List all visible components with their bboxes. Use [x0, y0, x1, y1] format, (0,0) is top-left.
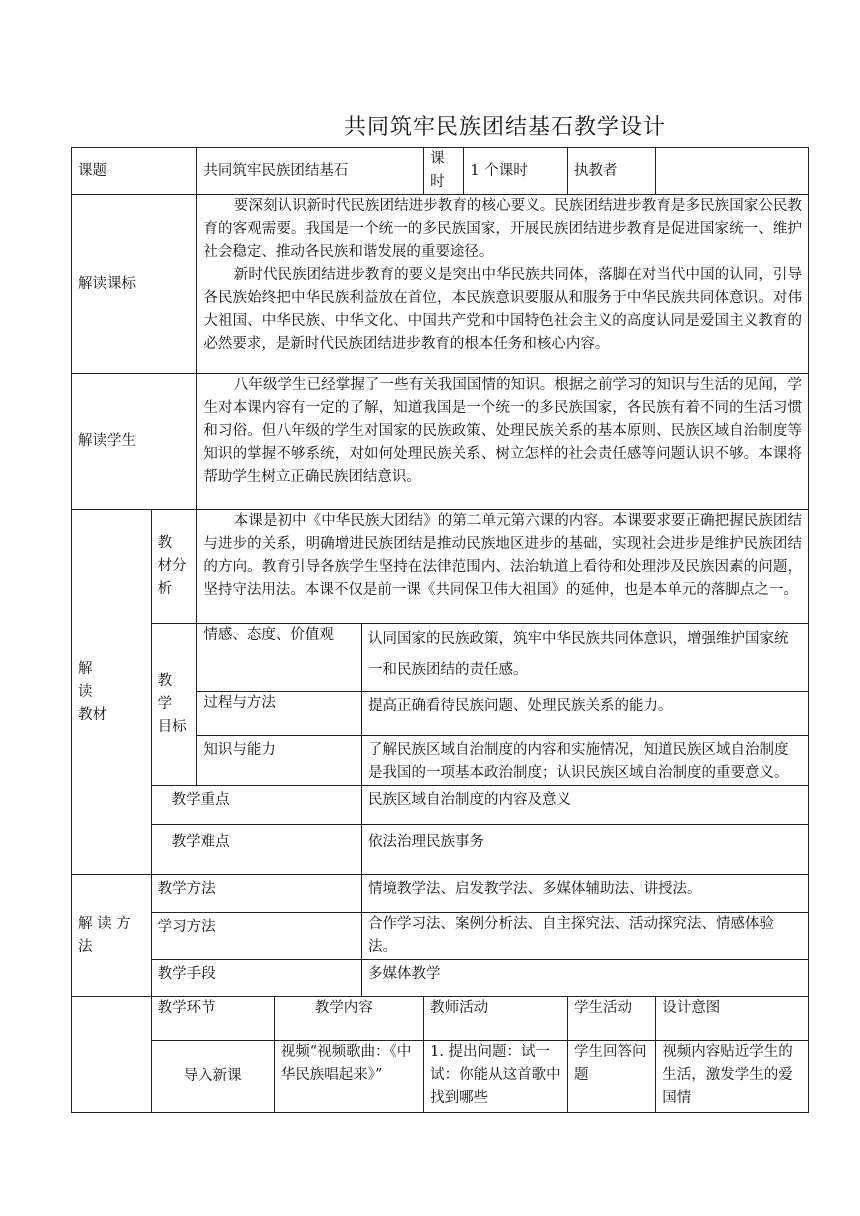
standards-para-1: 要深刻认识新时代民族团结进步教育的核心要义。民族团结进步教育是多民族国家公民教育的客观需要。我国是一个统一的多民族国家，开展民族团结进步教育是促进国家统一、维护社会稳定、推动各民族和谐发展的重要途径。 [203, 198, 802, 260]
method-row [72, 960, 809, 997]
hours-value: 1 个课时 [464, 148, 568, 195]
teacher-value [656, 148, 809, 195]
process-content: 视频“视频歌曲：《中华民族唱起来》” [274, 1041, 423, 1113]
method-text: 多媒体教学 [361, 960, 808, 997]
standards-para-2: 新时代民族团结进步教育的要义是突出中华民族共同体，落脚在对当代中国的认同，引导各民族始终把中华民族利益放在首位，本民族意识要服从和服务于中华民族共同体意识。对伟大祖国、中华民族、中华文化、中国共产党和中国特色社会主义的高度认同是爱国主义教育的必然要求，是新时代民族团结进步教育的根本任务和核心内容。 [203, 267, 802, 352]
method-name: 教学方法 [151, 875, 361, 913]
process-header-student: 学生活动 [567, 997, 655, 1041]
teacher-label: 执教者 [567, 148, 655, 195]
process-header-intent: 设计意图 [656, 997, 809, 1041]
goal-name: 情感、态度、价值观 [197, 624, 362, 692]
process-header-stage: 教学环节 [151, 997, 274, 1041]
process-teacher: 1. 提出问题：试一试：你能从这首歌中找到哪些 [424, 1041, 568, 1113]
process-header-teacher: 教师活动 [424, 997, 568, 1041]
key-point-text: 民族区域自治制度的内容及意义 [361, 786, 808, 825]
lesson-plan-table [71, 147, 809, 1113]
process-intent: 视频内容贴近学生的生活，激发学生的爱国情 [656, 1041, 809, 1113]
method-row [72, 913, 809, 960]
process-header-content: 教学内容 [274, 997, 423, 1041]
goal-text: 认同国家的民族政策，筑牢中华民族共同体意识，增强维护国家统一和民族团结的责任感。 [361, 624, 808, 692]
process-stage: 导入新课 [151, 1041, 274, 1113]
difficult-point-text: 依法治理民族事务 [361, 825, 808, 875]
students-para: 八年级学生已经掌握了一些有关我国国情的知识。根据之前学习的知识与生活的见闻，学生对本课内容有一定的了解，知道我国是一个统一的多民族国家，各民族有着不同的生活习惯和习俗。但八年级的学生对国家的民族政策、处理民族关系的基本原则、民族区域自治制度等知识的掌握不够系统，对如何处理民族关系、树立怎样的社会责任感等问题认识不够。本课将帮助学生树立正确民族团结意识。 [203, 377, 802, 485]
difficult-point-row [72, 825, 809, 875]
process-header-row [72, 997, 809, 1041]
method-name: 教学手段 [151, 960, 361, 997]
process-student: 学生回答问题 [567, 1041, 655, 1113]
method-text: 情境教学法、启发教学法、多媒体辅助法、讲授法。 [361, 875, 808, 913]
analysis-text: 本课是初中《中华民族大团结》的第二单元第六课的内容。本课要求要正确把握民族团结与进步的关系，明确增进民族团结是推动民族地区进步的基础，实现社会进步是维护民族团结的方向。教育引导各族学生坚持在法律范围内、法治轨道上看待和处理涉及民族因素的问题，坚持守法用法。本课不仅是前一课《共同保卫伟大祖国》的延伸，也是本单元的落脚点之一。 [203, 513, 802, 598]
process-row [72, 1041, 809, 1113]
header-row [72, 148, 809, 195]
goal-text: 提高正确看待民族问题、处理民族关系的能力。 [361, 692, 808, 736]
standards-label: 解读课标 [72, 195, 197, 374]
goal-name: 知识与能力 [197, 736, 362, 786]
key-point-label: 教学重点 [151, 786, 361, 825]
method-text: 合作学习法、案例分析法、自主探究法、活动探究法、情感体验法。 [361, 913, 808, 960]
hours-label: 课时 [424, 148, 464, 195]
method-name: 学习方法 [151, 913, 361, 960]
key-point-row [72, 786, 809, 825]
document-title: 共同筑牢民族团结基石教学设计 [343, 115, 666, 140]
process-blank-cell [72, 997, 152, 1113]
difficult-point-label: 教学难点 [151, 825, 361, 875]
textbook-label-line1: 解 读 [78, 660, 107, 700]
students-row [72, 374, 809, 510]
method-row [72, 875, 809, 913]
course-value: 共同筑牢民族团结基石 [197, 148, 424, 195]
textbook-analysis-row [72, 510, 809, 624]
course-label: 课题 [72, 148, 197, 195]
methods-label: 解 读 方法 [72, 875, 152, 997]
goal-name: 过程与方法 [197, 692, 362, 736]
goal-text: 了解民族区域自治制度的内容和实施情况，知道民族区域自治制度是我国的一项基本政治制度；认识民族区域自治制度的重要意义。 [361, 736, 808, 786]
goals-label: 教 学 目标 [151, 624, 197, 786]
goal-row [72, 624, 809, 692]
textbook-label [72, 510, 152, 875]
students-label: 解读学生 [72, 374, 197, 510]
standards-row [72, 195, 809, 374]
textbook-label-line2: 教材 [78, 706, 107, 723]
analysis-label: 教 材分析 [151, 510, 197, 624]
